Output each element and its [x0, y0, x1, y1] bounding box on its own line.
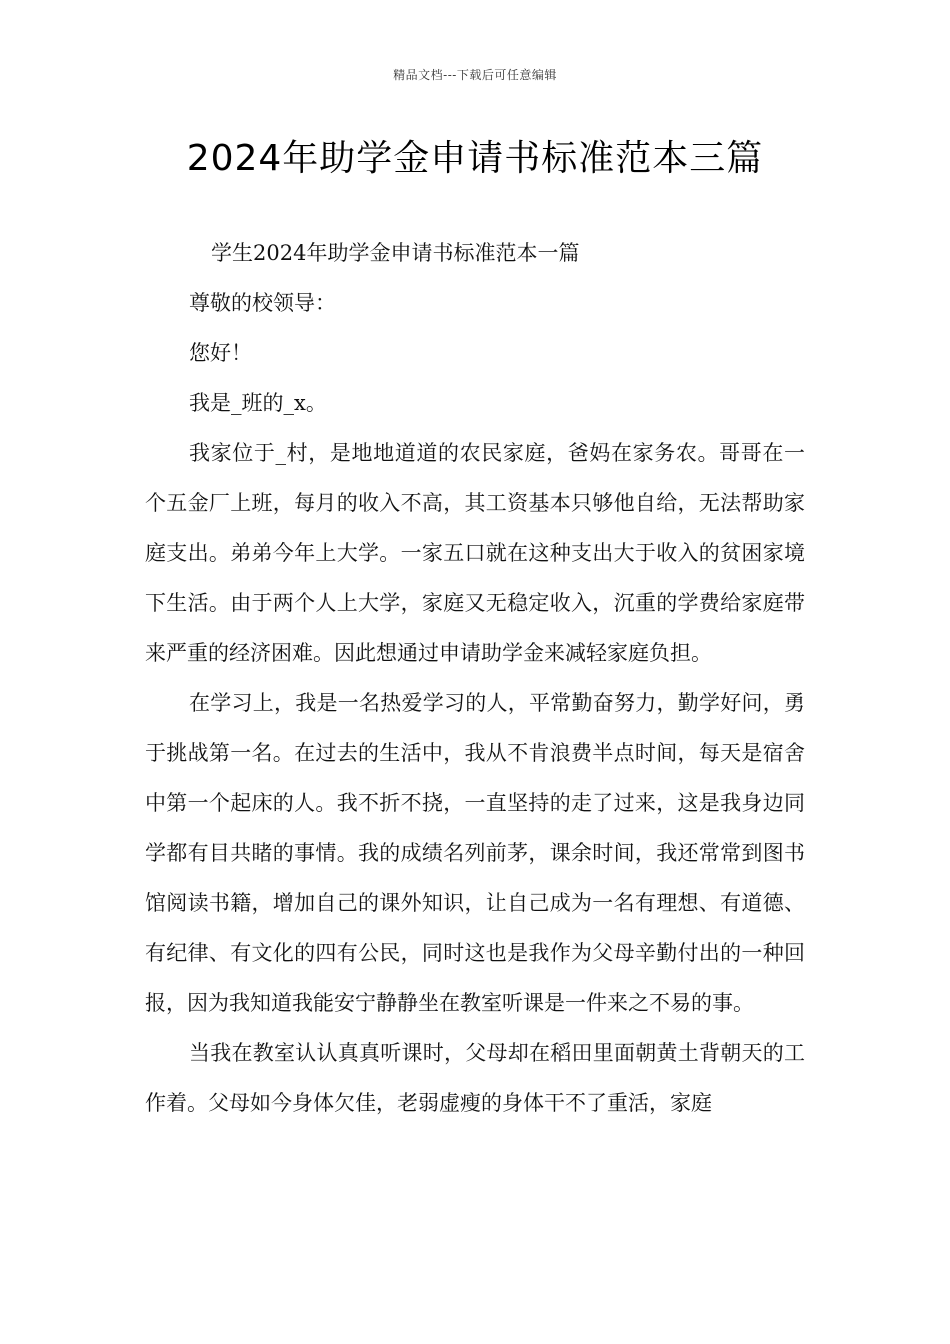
document-title: 2024年助学金申请书标准范本三篇	[186, 138, 764, 179]
intro-line: 我是_班的_x。	[189, 391, 327, 415]
section-subtitle: 学生2024年助学金申请书标准范本一篇	[211, 241, 580, 265]
document-body	[145, 228, 805, 1128]
paragraph-family: 我家位于_村，是地地道道的农民家庭，爸妈在家务农。哥哥在一个五金厂上班，每月的收入不高，其工资基本只够他自给，无法帮助家庭支出。弟弟今年上大学。一家五口就在这种支出大于收入的贫困家境下生活。由于两个人上大学，家庭又无稳定收入，沉重的学费给家庭带来严重的经济困难。因此想通过申请助学金来减轻家庭负担。	[145, 441, 805, 665]
salutation: 尊敬的校领导：	[189, 291, 336, 315]
greeting: 您好！	[189, 341, 252, 365]
paragraph-parents: 当我在教室认认真真听课时，父母却在稻田里面朝黄土背朝天的工作着。父母如今身体欠佳，老弱虚瘦的身体干不了重活，家庭	[145, 1041, 805, 1115]
header-note: 精品文档---下载后可任意编辑	[393, 68, 557, 82]
paragraph-study: 在学习上，我是一名热爱学习的人，平常勤奋努力，勤学好问，勇于挑战第一名。在过去的生活中，我从不肯浪费半点时间，每天是宿舍中第一个起床的人。我不折不挠，一直坚持的走了过来，这是我身边同学都有目共睹的事情。我的成绩名列前茅，课余时间，我还常常到图书馆阅读书籍，增加自己的课外知识，让自己成为一名有理想、有道德、有纪律、有文化的四有公民，同时这也是我作为父母辛勤付出的一种回报，因为我知道我能安宁静静坐在教室听课是一件来之不易的事。	[145, 691, 805, 1015]
